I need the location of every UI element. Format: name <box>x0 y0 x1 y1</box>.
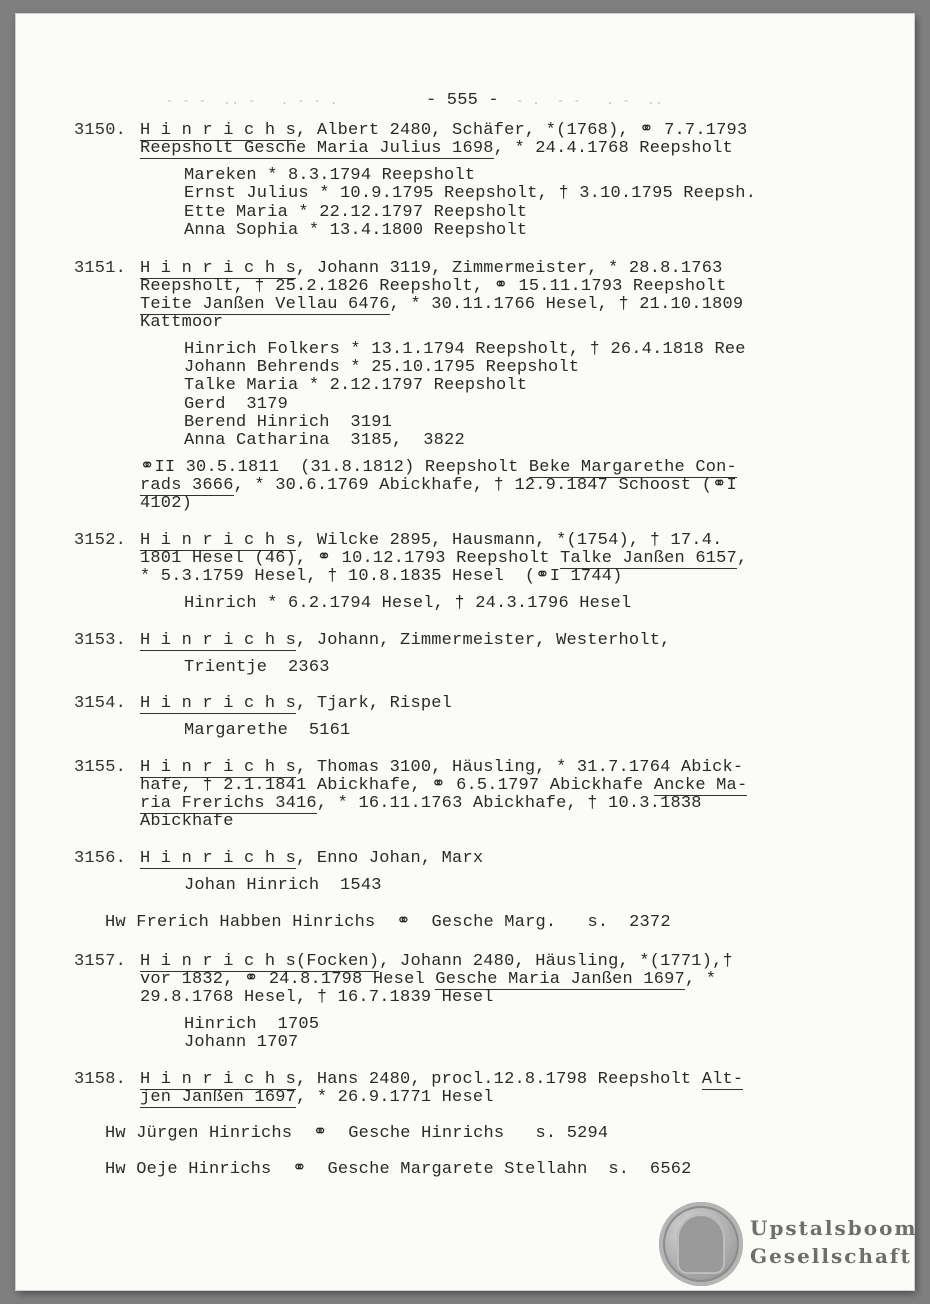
entry-3157-line-3: 29.8.1768 Hesel, † 16.7.1839 Hesel <box>140 988 494 1007</box>
faded-header-noise: - . - - . - .. <box>516 94 664 108</box>
child-line: Margarethe 5161 <box>184 721 351 740</box>
entry-3152-line-1 <box>140 532 723 550</box>
entry-number: 3157. <box>74 952 127 971</box>
entry-3152-line-2 <box>140 550 747 568</box>
text: , Hans 2480, procl.12.8.1798 Reepsholt <box>296 1070 702 1089</box>
entry-3155-line-2 <box>140 777 747 795</box>
hw-note: Hw Jürgen Hinrichs ⚭ Gesche Hinrichs s. 5294 <box>105 1124 609 1143</box>
text: , * <box>684 970 717 989</box>
entry-3155-line-1 <box>140 759 743 777</box>
child-line: Ette Maria * 22.12.1797 Reepsholt <box>184 203 528 222</box>
second-marriage-line-3: 4102) <box>140 494 193 513</box>
hw-note: Hw Oeje Hinrichs ⚭ Gesche Margarete Stellahn s. 6562 <box>105 1160 692 1179</box>
entry-3158-line-2 <box>140 1089 494 1107</box>
entry-number: 3150. <box>74 121 127 140</box>
entry-3151-line-1 <box>140 260 723 278</box>
entry-number: 3158. <box>74 1070 127 1089</box>
entry-number: 3154. <box>74 694 127 713</box>
entry-number: 3151. <box>74 259 127 278</box>
text: vor 1832, ⚭ 24.8.1798 Hesel <box>140 970 436 989</box>
child-line: Hinrich * 6.2.1794 Hesel, † 24.3.1796 Hesel <box>184 594 632 613</box>
entry-number: 3156. <box>74 849 127 868</box>
child-line: Anna Catharina 3185, 3822 <box>184 431 465 450</box>
spouse-ref: Gesche Maria Janßen 1697 <box>435 970 685 989</box>
text: , Johann 3119, Zimmermeister, * 28.8.1763 <box>296 259 723 278</box>
surname: H i n r i c h s <box>140 121 297 140</box>
spouse-ref: Alt- <box>701 1070 744 1089</box>
spouse-ref: Reepsholt Gesche Maria Julius 1698 <box>140 139 494 158</box>
entry-3151-line-3 <box>140 296 743 314</box>
surname: H i n r i c h s <box>140 758 297 777</box>
surname: H i n r i c h s(Focken) <box>140 952 380 971</box>
entry-number: 3152. <box>74 531 127 550</box>
hw-note: Hw Frerich Habben Hinrichs ⚭ Gesche Marg. s. 2372 <box>105 913 671 932</box>
entry-3157-line-2 <box>140 971 716 989</box>
child-line: Anna Sophia * 13.4.1800 Reepsholt <box>184 221 528 240</box>
text: , Thomas 3100, Häusling, * 31.7.1764 Abick- <box>296 758 744 777</box>
faded-header-noise: - - - .. - . - - . <box>166 94 339 108</box>
seal-icon <box>659 1202 743 1286</box>
child-line: Mareken * 8.3.1794 Reepsholt <box>184 166 476 185</box>
text: , * 24.4.1768 Reepsholt <box>493 139 733 158</box>
spouse-ref: rads 3666 <box>140 476 234 495</box>
entry-number: 3153. <box>74 631 127 650</box>
text: 1801 Hesel (46), ⚭ 10.12.1793 Reepsholt <box>140 549 561 568</box>
child-line: Ernst Julius * 10.9.1795 Reepsholt, † 3.10.1795 Reepsh. <box>184 184 757 203</box>
child-line: Gerd 3179 <box>184 395 289 414</box>
entry-number: 3155. <box>74 758 127 777</box>
spouse-ref: Beke Margarethe Con- <box>528 458 737 477</box>
text: , Tjark, Rispel <box>296 694 453 713</box>
child-line: Johan Hinrich 1543 <box>184 876 382 895</box>
entry-3151-line-4: Kattmoor <box>140 313 224 332</box>
child-line: Berend Hinrich 3191 <box>184 413 393 432</box>
entry-3152-line-3: * 5.3.1759 Hesel, † 10.8.1835 Hesel (⚭I 1744) <box>140 567 623 586</box>
entry-3158-line-1 <box>140 1071 743 1089</box>
entry-3150-line-1 <box>140 122 747 140</box>
entry-3153-line-1 <box>140 632 671 650</box>
child-line: Johann Behrends * 25.10.1795 Reepsholt <box>184 358 580 377</box>
child-line: Trientje 2363 <box>184 658 330 677</box>
text: , Johann, Zimmermeister, Westerholt, <box>296 631 671 650</box>
surname: H i n r i c h s <box>140 259 297 278</box>
entry-3150-line-2 <box>140 140 733 158</box>
surname: H i n r i c h s <box>140 631 297 650</box>
text: , * 30.6.1769 Abickhafe, † 12.9.1847 Schoost (⚭I <box>233 476 737 495</box>
text: hafe, † 2.1.1841 Abickhafe, ⚭ 6.5.1797 Abickhafe <box>140 776 654 795</box>
child-line: Johann 1707 <box>184 1033 299 1052</box>
spouse-ref: ria Frerichs 3416 <box>140 794 317 813</box>
surname: H i n r i c h s <box>140 1070 297 1089</box>
entry-3157-line-1 <box>140 953 733 971</box>
logo-line-2: Gesellschaft <box>750 1244 912 1268</box>
upstalsboom-logo <box>659 1202 918 1290</box>
child-line: Hinrich Folkers * 13.1.1794 Reepsholt, † 26.4.1818 Ree <box>184 340 746 359</box>
spouse-ref: Ancke Ma- <box>653 776 748 795</box>
second-marriage-line-1 <box>140 459 737 477</box>
text: , <box>736 549 748 568</box>
child-line: Hinrich 1705 <box>184 1015 320 1034</box>
spouse-ref: Talke Janßen 6157 <box>560 549 737 568</box>
text: , Enno Johan, Marx <box>296 849 484 868</box>
entry-3151-line-2: Reepsholt, † 25.2.1826 Reepsholt, ⚭ 15.11.1793 Reepsholt <box>140 277 727 296</box>
surname: H i n r i c h s <box>140 694 297 713</box>
spouse-ref: Teite Janßen Vellau 6476 <box>140 295 390 314</box>
text: , * 16.11.1763 Abickhafe, † 10.3.1838 <box>316 794 702 813</box>
logo-line-1: Upstalsboom <box>750 1216 918 1240</box>
entry-3155-line-3 <box>140 795 702 813</box>
surname: H i n r i c h s <box>140 531 297 550</box>
document-page <box>16 14 918 1290</box>
surname: H i n r i c h s <box>140 849 297 868</box>
text: , Wilcke 2895, Hausmann, *(1754), † 17.4. <box>296 531 723 550</box>
entry-3155-line-4: Abickhafe <box>140 812 234 831</box>
entry-3156-line-1 <box>140 850 483 868</box>
text: , Albert 2480, Schäfer, *(1768), ⚭ 7.7.1793 <box>296 121 748 140</box>
text: , * 30.11.1766 Hesel, † 21.10.1809 <box>389 295 744 314</box>
text: , * 26.9.1771 Hesel <box>296 1088 494 1107</box>
second-marriage-line-2 <box>140 477 737 495</box>
entry-3154-line-1 <box>140 695 452 713</box>
page-number: - 555 - <box>426 91 499 110</box>
child-line: Talke Maria * 2.12.1797 Reepsholt <box>184 376 528 395</box>
spouse-ref: jen Janßen 1697 <box>140 1088 297 1107</box>
text: , Johann 2480, Häusling, *(1771),† <box>379 952 733 971</box>
text: ⚭II 30.5.1811 (31.8.1812) Reepsholt <box>140 458 529 477</box>
